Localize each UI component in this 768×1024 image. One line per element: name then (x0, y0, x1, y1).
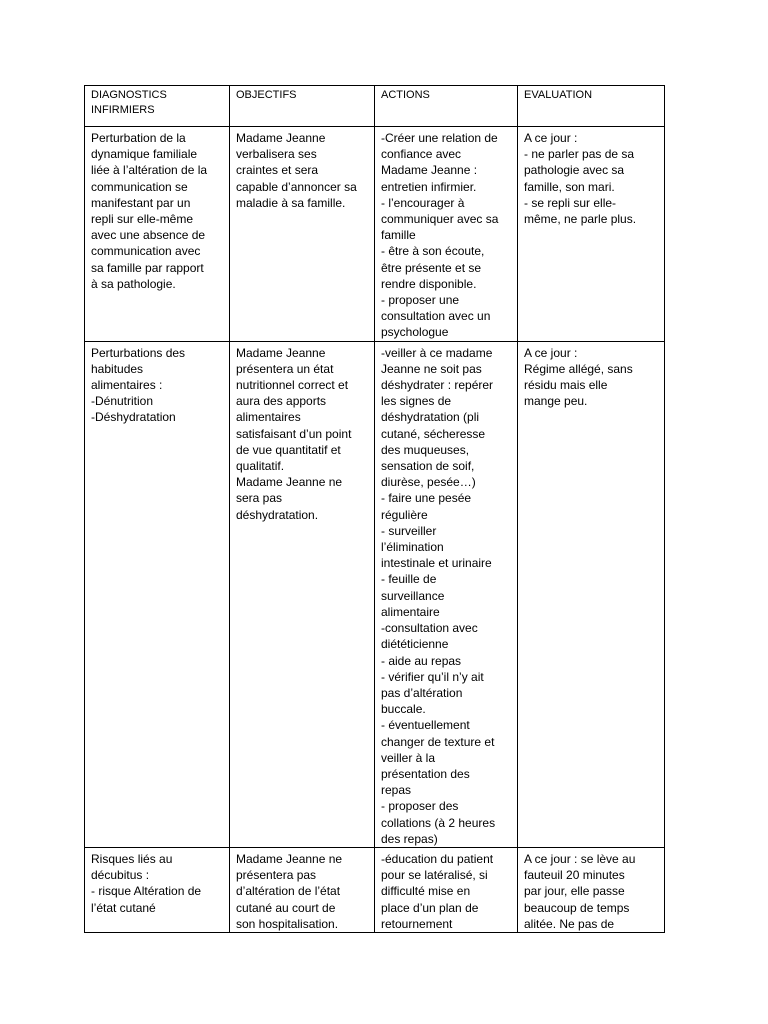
cell-text-line: veiller à la (381, 750, 436, 765)
cell-text-line: entretien infirmier. (381, 179, 477, 194)
header-actions: ACTIONS (375, 86, 518, 127)
cell-text-line: alitée. Ne pas de (524, 916, 615, 931)
cell-text-line: présentera un état (236, 361, 334, 376)
cell-text-line: -Créer une relation de (381, 131, 498, 145)
cell-text-line: difficulté mise en (381, 884, 471, 899)
cell-evaluation (518, 127, 665, 342)
cell-text-line: diététicienne (381, 637, 449, 652)
cell-text-line: des repas) (381, 831, 438, 846)
cell-text-line: Perturbation de la (91, 131, 186, 145)
header-diagnostics (85, 86, 230, 127)
cell-text-line: sa famille par rapport (91, 260, 204, 275)
cell-text-line: repli sur elle-même (91, 212, 194, 227)
cell-text-line: Madame Jeanne ne (236, 851, 343, 866)
cell-actions (375, 127, 518, 342)
cell-diagnostic (85, 127, 230, 342)
cell-text-line: - vérifier qu’il n’y ait (381, 669, 484, 684)
cell-text-line: mange peu. (524, 394, 588, 409)
cell-text-line: présentation des (381, 766, 470, 781)
cell-text-line: surveillance (381, 588, 445, 603)
cell-diagnostic (85, 341, 230, 847)
cell-diagnostic (85, 847, 230, 932)
cell-text-line: verbalisera ses (236, 147, 317, 162)
cell-text-line: collations (à 2 heures (381, 815, 496, 830)
cell-text-line: aura des apports (236, 394, 327, 409)
cell-text-line: beaucoup de temps (524, 900, 630, 915)
cell-text-line: - aide au repas (381, 653, 462, 668)
cell-text-line: Madame Jeanne (236, 345, 326, 360)
cell-objectif (230, 341, 375, 847)
cell-text-line: - feuille de (381, 572, 437, 587)
cell-text-line: cutané au court de (236, 900, 336, 915)
cell-text-line: alimentaires (236, 410, 301, 425)
cell-text-line: Madame Jeanne ne (236, 475, 343, 490)
cell-text-line: famille, son mari. (524, 179, 615, 194)
cell-text-line: place d’un plan de (381, 900, 479, 915)
cell-text-line: - éventuellement (381, 718, 470, 733)
cell-text-line: communiquer avec sa (381, 212, 499, 227)
header-objectifs: OBJECTIFS (230, 86, 375, 127)
care-plan-table (84, 85, 665, 933)
header-evaluation: EVALUATION (518, 86, 665, 127)
cell-text-line: par jour, elle passe (524, 884, 625, 899)
cell-text-line: Risques liés au (91, 851, 173, 866)
cell-text-line: intestinale et urinaire (381, 556, 492, 571)
cell-text-line: A ce jour : (524, 345, 578, 360)
cell-text-line: Perturbations des (91, 345, 186, 360)
cell-text-line: nutritionnel correct et (236, 378, 349, 393)
cell-text-line: avec une absence de (91, 228, 206, 243)
cell-text-line: retournement (381, 916, 453, 931)
cell-text-line: - faire une pesée (381, 491, 472, 506)
cell-text-line: craintes et sera (236, 163, 319, 178)
cell-text-line: communication avec (91, 244, 201, 259)
table-header-row (85, 86, 665, 127)
cell-text-line: Madame Jeanne : (381, 163, 478, 178)
table-row (85, 127, 665, 342)
cell-actions (375, 847, 518, 932)
cell-text-line: de vue quantitatif et (236, 442, 341, 457)
table-row (85, 341, 665, 847)
cell-text-line: -Dénutrition (91, 394, 154, 409)
cell-text-line: - surveiller (381, 523, 437, 538)
cell-text-line: - proposer une (381, 293, 460, 308)
cell-evaluation (518, 847, 665, 932)
cell-text-line: - être à son écoute, (381, 244, 485, 259)
cell-text-line: des muqueuses, (381, 442, 470, 457)
cell-text-line: dynamique familiale (91, 147, 198, 162)
cell-text-line: déshydratation. (236, 507, 319, 522)
cell-text-line: changer de texture et (381, 734, 495, 749)
cell-actions (375, 341, 518, 847)
cell-text-line: sensation de soif, (381, 459, 475, 474)
cell-text-line: liée à l’altération de la (91, 163, 208, 178)
cell-text-line: A ce jour : (524, 131, 578, 145)
header-diagnostics-line-1: DIAGNOSTICS (91, 89, 167, 101)
cell-text-line: repas (381, 783, 412, 798)
cell-text-line: famille (381, 228, 416, 243)
cell-text-line: - ne parler pas de sa (524, 147, 635, 162)
cell-text-line: psychologue (381, 325, 449, 340)
cell-evaluation (518, 341, 665, 847)
cell-text-line: -veiller à ce madame (381, 345, 493, 360)
header-diagnostics-line-2: INFIRMIERS (91, 104, 155, 116)
cell-text-line: communication se (91, 179, 188, 194)
cell-text-line: qualitatif. (236, 459, 285, 474)
cell-text-line: - se repli sur elle- (524, 195, 617, 210)
cell-text-line: - risque Altération de (91, 884, 202, 899)
cell-text-line: habitudes (91, 361, 144, 376)
cell-text-line: Madame Jeanne (236, 131, 326, 145)
cell-text-line: déshydrater : repérer (381, 378, 494, 393)
cell-text-line: confiance avec (381, 147, 462, 162)
cell-text-line: Jeanne ne soit pas (381, 361, 482, 376)
cell-text-line: manifestant par un (91, 195, 191, 210)
cell-text-line: fauteuil 20 minutes (524, 868, 625, 883)
cell-text-line: Régime allégé, sans (524, 361, 633, 376)
cell-text-line: l’élimination (381, 540, 444, 555)
cell-text-line: consultation avec un (381, 309, 491, 324)
cell-text-line: régulière (381, 507, 428, 522)
cell-text-line: cutané, sécheresse (381, 426, 486, 441)
cell-text-line: sera pas (236, 491, 283, 506)
cell-text-line: les signes de (381, 394, 452, 409)
cell-text-line: alimentaire (381, 604, 440, 619)
cell-text-line: pour se latéralisé, si (381, 868, 488, 883)
cell-text-line: rendre disponible. (381, 276, 477, 291)
cell-text-line: - proposer des (381, 799, 459, 814)
cell-text-line: A ce jour : se lève au (524, 851, 636, 866)
cell-text-line: l’état cutané (91, 900, 156, 915)
cell-text-line: maladie à sa famille. (236, 195, 346, 210)
table-row (85, 847, 665, 932)
cell-text-line: déshydratation (pli (381, 410, 480, 425)
cell-text-line: décubitus : (91, 868, 150, 883)
cell-text-line: résidu mais elle (524, 378, 608, 393)
cell-text-line: pathologie avec sa (524, 163, 625, 178)
cell-text-line: pas d’altération (381, 685, 463, 700)
cell-objectif (230, 847, 375, 932)
cell-text-line: satisfaisant d’un point (236, 426, 352, 441)
cell-text-line: alimentaires : (91, 378, 163, 393)
cell-text-line: buccale. (381, 702, 426, 717)
cell-text-line: d’altération de l’état (236, 884, 341, 899)
cell-text-line: être présente et se (381, 260, 482, 275)
cell-text-line: -consultation avec (381, 621, 478, 636)
cell-text-line: capable d’annoncer sa (236, 179, 357, 194)
cell-text-line: à sa pathologie. (91, 276, 176, 291)
cell-objectif (230, 127, 375, 342)
cell-text-line: -éducation du patient (381, 851, 494, 866)
cell-text-line: - l’encourager à (381, 195, 465, 210)
cell-text-line: diurèse, pesée…) (381, 475, 476, 490)
cell-text-line: présentera pas (236, 868, 317, 883)
cell-text-line: -Déshydratation (91, 410, 176, 425)
cell-text-line: même, ne parle plus. (524, 212, 637, 227)
cell-text-line: son hospitalisation. (236, 916, 339, 931)
